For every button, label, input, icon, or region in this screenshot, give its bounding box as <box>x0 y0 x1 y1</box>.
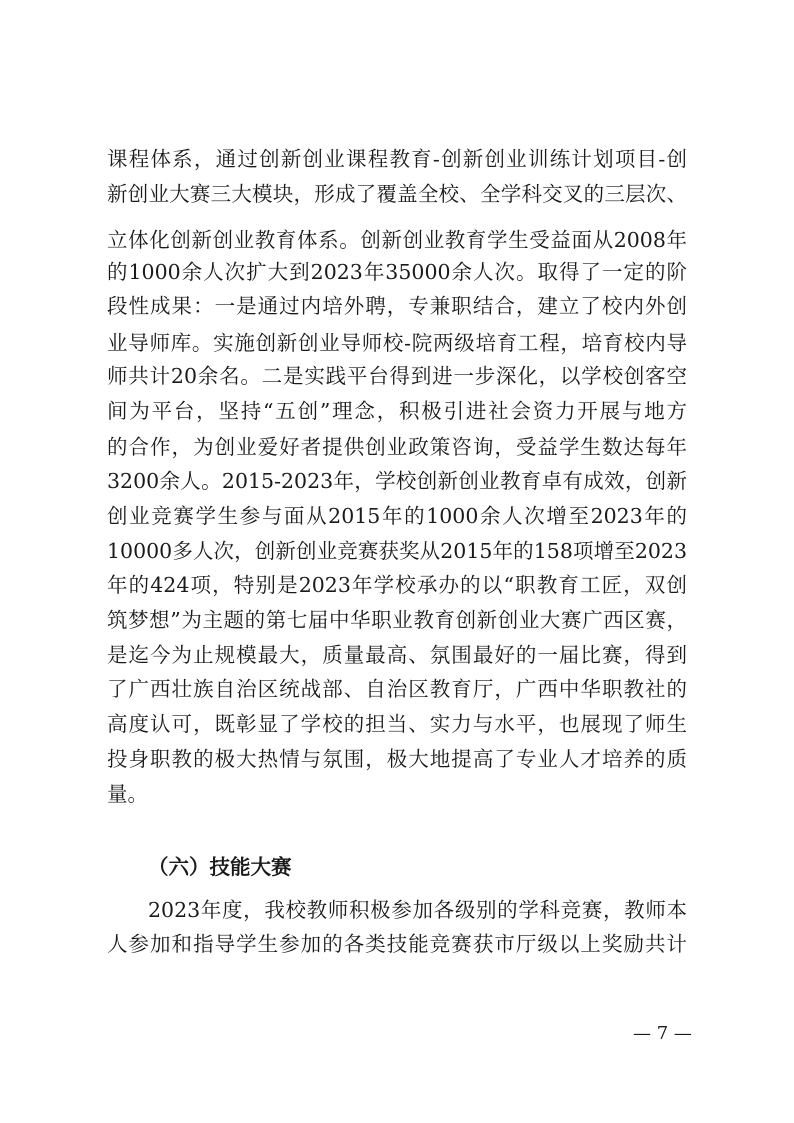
text-line: 间为平台，坚持“五创”理念，积极引进社会资力开展与地方 <box>107 399 687 423</box>
text-line: 人参加和指导学生参加的各类技能竞赛获市厅级以上奖励共计 <box>107 932 687 956</box>
text-line: 2023年度，我校教师积极参加各级别的学科竞赛，教师本 <box>148 898 687 922</box>
text-line: 课程体系，通过创新创业课程教育-创新创业训练计划项目-创 <box>107 147 687 171</box>
text-line: 的合作，为创业爱好者提供创业政策咨询，受益学生数达每年 <box>107 435 687 459</box>
page-number: — 7 — <box>633 1023 692 1044</box>
text-line: 创业竞赛学生参与面从2015年的1000余人次增至2023年的 <box>107 504 687 528</box>
text-line: 投身职教的极大热情与氛围，极大地提高了专业人才培养的质 <box>107 747 687 771</box>
text-line: 新创业大赛三大模块，形成了覆盖全校、全学科交叉的三层次、 <box>107 182 687 206</box>
text-line: 是迄今为止规模最大，质量最高、氛围最好的一届比赛，得到 <box>107 643 687 667</box>
text-line: 业导师库。实施创新创业导师校-院两级培育工程，培育校内导 <box>107 331 687 355</box>
text-line: 高度认可，既彰显了学校的担当、实力与水平，也展现了师生 <box>107 712 687 736</box>
text-line: 的1000余人次扩大到2023年35000余人次。取得了一定的阶 <box>107 260 687 284</box>
text-line: 段性成果：一是通过内培外聘，专兼职结合，建立了校内外创 <box>107 294 687 318</box>
section-heading: （六）技能大赛 <box>148 855 292 879</box>
text-line: 量。 <box>107 782 148 806</box>
text-line: 筑梦想”为主题的第七届中华职业教育创新创业大赛广西区赛， <box>107 608 687 632</box>
text-line: 师共计20余名。二是实践平台得到进一步深化，以学校创客空 <box>107 364 687 388</box>
text-line: 3200余人。2015-2023年，学校创新创业教育卓有成效，创新 <box>107 469 687 493</box>
text-line: 了广西壮族自治区统战部、自治区教育厅，广西中华职教社的 <box>107 677 687 701</box>
text-line: 10000多人次，创新创业竞赛获奖从2015年的158项增至2023 <box>107 539 687 563</box>
text-line: 年的424项，特别是2023年学校承办的以“职教育工匠，双创 <box>107 573 687 597</box>
text-line: 立体化创新创业教育体系。创新创业教育学生受益面从2008年 <box>107 228 687 252</box>
